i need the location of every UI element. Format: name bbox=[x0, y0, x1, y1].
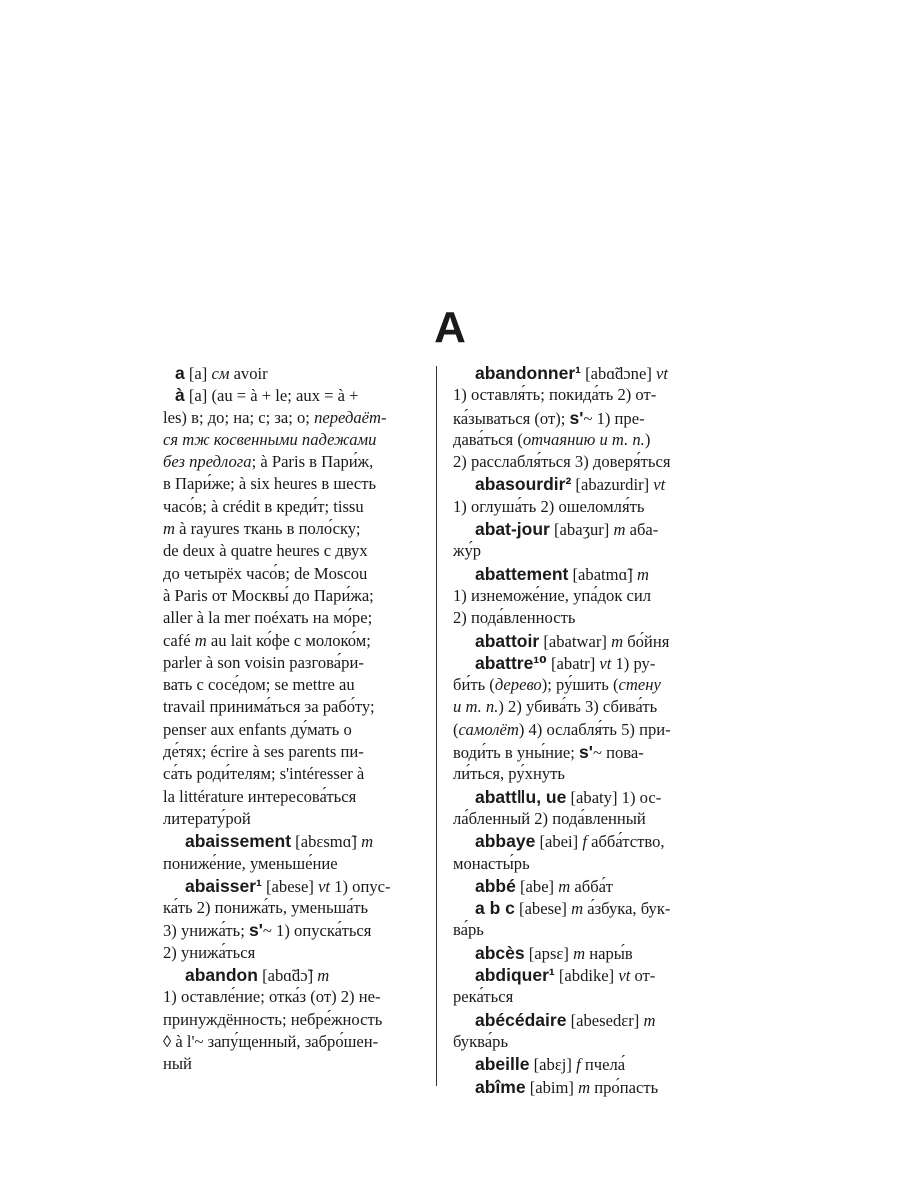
entry-line bbox=[453, 1009, 715, 1031]
entry-text: пониже́ние, уменьше́ние bbox=[163, 853, 338, 873]
left-column bbox=[163, 362, 425, 1076]
text-line bbox=[163, 407, 425, 429]
entry-line bbox=[453, 630, 715, 652]
text-line bbox=[163, 763, 425, 785]
headword: a b c bbox=[475, 898, 515, 919]
headword: abîme bbox=[475, 1076, 526, 1097]
grammar-label: m bbox=[636, 564, 649, 584]
grammar-label: отчаянию и т. п. bbox=[522, 429, 645, 449]
grammar-label: m bbox=[361, 832, 374, 852]
entry-text: ) 4) ослабля́ть 5) при- bbox=[518, 719, 671, 739]
text-line bbox=[163, 1031, 425, 1053]
grammar-label: m bbox=[613, 520, 626, 540]
entry-text: ) bbox=[644, 429, 651, 449]
entry-text: би́ть ( bbox=[453, 675, 495, 695]
text-line bbox=[163, 540, 425, 562]
text-line bbox=[163, 585, 425, 607]
reflexive-marker: s' bbox=[249, 920, 263, 941]
text-line bbox=[163, 853, 425, 875]
entry-text: [apsɛ] bbox=[524, 943, 574, 963]
entry-text: de deux à quatre heures с двух bbox=[163, 541, 368, 561]
entry-text: литерату́рой bbox=[163, 808, 251, 828]
entry-text: ка́зываться (от); bbox=[453, 408, 570, 428]
entry-line bbox=[453, 830, 715, 852]
entry-line bbox=[453, 563, 715, 585]
entry-text: [abe] bbox=[515, 876, 559, 896]
headword: abattre¹⁰ bbox=[475, 652, 547, 673]
text-line bbox=[453, 919, 715, 941]
entry-text: ~ 1) опуска́ться bbox=[262, 921, 372, 941]
text-line bbox=[453, 384, 715, 406]
text-line bbox=[163, 518, 425, 540]
text-line bbox=[453, 429, 715, 451]
entry-line bbox=[453, 875, 715, 897]
text-line bbox=[453, 674, 715, 696]
entry-text: [abese] bbox=[261, 876, 319, 896]
entry-text: les) в; до; на; с; за; о; bbox=[163, 407, 315, 427]
headword: a bbox=[175, 363, 185, 383]
text-line bbox=[453, 451, 715, 473]
entry-text: [a] (au = à + le; aux = à + bbox=[184, 386, 359, 406]
entry-text: ); ру́шить ( bbox=[541, 675, 619, 695]
entry-text: ~ 1) пре- bbox=[583, 408, 645, 428]
right-column bbox=[453, 362, 715, 1098]
entry-text: дава́ться ( bbox=[453, 429, 523, 449]
entry-line bbox=[453, 518, 715, 540]
headword: abandonner¹ bbox=[475, 363, 581, 383]
entry-text: а́збука, бук- bbox=[583, 899, 671, 919]
text-line bbox=[163, 607, 425, 629]
entry-text: [a] bbox=[184, 364, 212, 383]
entry-text: принуждённость; небре́жность bbox=[163, 1009, 383, 1029]
entry-line bbox=[453, 362, 715, 384]
text-line bbox=[163, 719, 425, 741]
entry-line bbox=[453, 942, 715, 964]
grammar-label: vt bbox=[653, 475, 666, 495]
text-line bbox=[453, 741, 715, 763]
headword: abasourdir² bbox=[475, 474, 572, 495]
grammar-label: m bbox=[163, 519, 175, 539]
grammar-label: стену bbox=[618, 675, 661, 695]
text-line bbox=[453, 853, 715, 875]
text-line bbox=[163, 652, 425, 674]
entry-line bbox=[453, 1053, 715, 1075]
headword: abaissement bbox=[185, 831, 292, 852]
entry-text: 1) ру- bbox=[611, 653, 656, 673]
entry-text: 1) оглуша́ть 2) ошеломля́ть bbox=[453, 496, 645, 516]
entry-text: [abim] bbox=[525, 1077, 579, 1097]
text-line bbox=[163, 496, 425, 518]
grammar-label: m bbox=[643, 1010, 656, 1030]
entry-text: от- bbox=[630, 966, 656, 986]
grammar-label: передаёт- bbox=[314, 407, 387, 427]
entry-line bbox=[453, 897, 715, 919]
text-line bbox=[453, 696, 715, 718]
entry-text: бо́йня bbox=[623, 631, 670, 651]
text-line bbox=[163, 630, 425, 652]
grammar-label: m bbox=[317, 966, 330, 986]
entry-text: 2) расслабля́ться 3) доверя́ться bbox=[453, 452, 671, 472]
entry-text: [abazurdir] bbox=[571, 475, 654, 495]
text-line bbox=[163, 942, 425, 964]
text-line bbox=[163, 1053, 425, 1075]
entry-line bbox=[453, 964, 715, 986]
entry-text: до четырёх часо́в; de Moscou bbox=[163, 563, 368, 583]
entry-text: parler à son voisin разгова́ри- bbox=[163, 652, 364, 672]
grammar-label: m bbox=[558, 876, 571, 896]
grammar-label: m bbox=[578, 1077, 591, 1097]
text-line bbox=[163, 919, 425, 941]
entry-text: [abatwar] bbox=[539, 631, 612, 651]
text-line bbox=[453, 719, 715, 741]
grammar-label: см bbox=[211, 364, 230, 383]
grammar-label: vt bbox=[656, 364, 668, 383]
entry-text: 1) оставля́ть; покида́ть 2) от- bbox=[453, 385, 657, 405]
text-line bbox=[163, 429, 425, 451]
entry-text: нары́в bbox=[585, 943, 633, 963]
text-line bbox=[163, 696, 425, 718]
grammar-label: m bbox=[611, 631, 624, 651]
section-letter: A bbox=[434, 303, 466, 352]
entry-text: са́ть роди́телям; s'intéresser à bbox=[163, 764, 365, 784]
entry-text: au lait ко́фе с молоко́м; bbox=[206, 630, 371, 650]
entry-text: [abɛsmɑ̃] bbox=[291, 832, 362, 852]
entry-text: [abɛj] bbox=[529, 1055, 577, 1075]
entry-text: 2) унижа́ться bbox=[163, 942, 256, 962]
text-line bbox=[163, 986, 425, 1008]
grammar-label: m bbox=[194, 630, 207, 650]
entry-text: la littérature интересова́ться bbox=[163, 786, 357, 806]
text-line bbox=[453, 1031, 715, 1053]
text-line bbox=[453, 607, 715, 629]
entry-text: travail принима́ться за рабо́ту; bbox=[163, 697, 375, 717]
entry-text: ~ пова- bbox=[592, 743, 644, 763]
entry-text: ва́рь bbox=[453, 920, 484, 940]
text-line bbox=[453, 496, 715, 518]
entry-text: ( bbox=[453, 719, 459, 739]
entry-text: де́тях; écrire à ses parents пи- bbox=[163, 742, 364, 762]
entry-text: [abese] bbox=[514, 899, 572, 919]
text-line bbox=[453, 585, 715, 607]
entry-line bbox=[453, 786, 715, 808]
headword: abattement bbox=[475, 563, 569, 584]
entry-text: 2) пода́вленность bbox=[453, 608, 576, 628]
entry-text: ◊ à l'~ запу́щенный, забро́шен- bbox=[163, 1031, 379, 1051]
entry-text: 1) опус- bbox=[330, 876, 391, 896]
column-divider bbox=[436, 366, 437, 1086]
entry-line bbox=[453, 652, 715, 674]
entry-text: аба- bbox=[625, 520, 659, 540]
entry-text: ла́бленный 2) пода́вленный bbox=[453, 808, 646, 828]
text-line bbox=[453, 986, 715, 1008]
headword: abbé bbox=[475, 875, 516, 896]
entry-line bbox=[163, 830, 425, 852]
entry-line bbox=[163, 384, 425, 406]
grammar-label: vt bbox=[599, 653, 612, 673]
text-line bbox=[163, 1009, 425, 1031]
entry-text: à Paris от Москвы́ до Пари́жа; bbox=[163, 585, 374, 605]
headword: abatt‖u, ue bbox=[475, 786, 567, 807]
entry-text: про́пасть bbox=[590, 1077, 659, 1097]
entry-text: пчела́ bbox=[580, 1055, 626, 1075]
entry-text: à rayures ткань в поло́ску; bbox=[174, 519, 361, 539]
entry-text: penser aux enfants ду́мать о bbox=[163, 719, 352, 739]
text-line bbox=[453, 763, 715, 785]
entry-text: буква́рь bbox=[453, 1031, 509, 1051]
entry-line bbox=[453, 473, 715, 495]
entry-text: [abɑ̃dɔ̃] bbox=[257, 966, 318, 986]
grammar-label: f bbox=[576, 1055, 581, 1075]
entry-line bbox=[163, 875, 425, 897]
headword: abat-jour bbox=[475, 519, 550, 540]
entry-text: [abɑ̃dɔne] bbox=[580, 364, 656, 383]
entry-text: ) 2) убива́ть 3) сбива́ть bbox=[498, 697, 658, 717]
headword: abaisser¹ bbox=[185, 875, 262, 896]
text-line bbox=[163, 786, 425, 808]
text-line bbox=[163, 741, 425, 763]
grammar-label: vt bbox=[618, 966, 631, 986]
entry-text: [abei] bbox=[535, 832, 583, 852]
grammar-label: ся тж косвенными падежами bbox=[163, 429, 377, 449]
grammar-label: без предлога bbox=[163, 452, 252, 472]
grammar-label: m bbox=[571, 899, 584, 919]
text-line bbox=[453, 808, 715, 830]
entry-line bbox=[453, 1076, 715, 1098]
entry-text: 1) изнеможе́ние, упа́док сил bbox=[453, 585, 652, 605]
entry-text: [abdike] bbox=[554, 966, 619, 986]
entry-text: вать с сосе́дом; se mettre au bbox=[163, 675, 355, 695]
entry-text: жу́р bbox=[453, 541, 482, 561]
headword: abcès bbox=[475, 942, 525, 963]
entry-text: avoir bbox=[229, 364, 268, 383]
entry-text: 1) оставле́ние; отка́з (от) 2) не- bbox=[163, 987, 381, 1007]
reflexive-marker: s' bbox=[569, 407, 584, 428]
headword: abdiquer¹ bbox=[475, 965, 555, 986]
entry-text: [abatr] bbox=[546, 653, 600, 673]
entry-text: река́ться bbox=[453, 987, 514, 1007]
entry-text: в Пари́же; à six heures в шесть bbox=[163, 474, 377, 494]
entry-text: aller à la mer поéхать на мо́ре; bbox=[163, 608, 373, 628]
entry-text: ; à Paris в Пари́ж, bbox=[251, 452, 374, 472]
text-line bbox=[453, 540, 715, 562]
entry-text: монасты́рь bbox=[453, 853, 530, 873]
grammar-label: f bbox=[582, 832, 587, 852]
grammar-label: m bbox=[573, 943, 586, 963]
entry-text: ка́ть 2) понижа́ть, уменьша́ть bbox=[163, 898, 369, 918]
text-line bbox=[163, 674, 425, 696]
text-line bbox=[453, 407, 715, 429]
entry-text: води́ть в уны́ние; bbox=[453, 743, 580, 763]
reflexive-marker: s' bbox=[579, 742, 593, 763]
grammar-label: и т. п. bbox=[453, 697, 499, 717]
entry-line bbox=[163, 964, 425, 986]
entry-line bbox=[163, 362, 425, 384]
entry-text: [abaʒur] bbox=[549, 520, 614, 540]
entry-text: [abaty] 1) ос- bbox=[566, 787, 662, 807]
text-line bbox=[163, 473, 425, 495]
entry-text: абба́т bbox=[570, 876, 613, 896]
grammar-label: дерево bbox=[494, 675, 542, 695]
text-line bbox=[163, 451, 425, 473]
entry-text: café bbox=[163, 630, 195, 650]
entry-text: ли́ться, ру́хнуть bbox=[453, 764, 565, 784]
text-line bbox=[163, 897, 425, 919]
headword: à bbox=[175, 385, 185, 406]
grammar-label: самолёт bbox=[458, 719, 519, 739]
text-line bbox=[163, 563, 425, 585]
entry-text: [abatmɑ̃] bbox=[568, 564, 637, 584]
headword: abandon bbox=[185, 965, 258, 986]
entry-text: 3) унижа́ть; bbox=[163, 921, 250, 941]
entry-text: [abesedɛr] bbox=[566, 1010, 644, 1030]
headword: abeille bbox=[475, 1054, 530, 1075]
headword: abattoir bbox=[475, 630, 540, 651]
text-line bbox=[163, 808, 425, 830]
headword: abbaye bbox=[475, 831, 536, 852]
grammar-label: vt bbox=[318, 876, 331, 896]
entry-text: абба́тство, bbox=[586, 832, 665, 852]
entry-text: часо́в; à crédit в креди́т; tissu bbox=[163, 496, 364, 516]
entry-text: ный bbox=[163, 1054, 192, 1074]
headword: abécédaire bbox=[475, 1009, 567, 1030]
